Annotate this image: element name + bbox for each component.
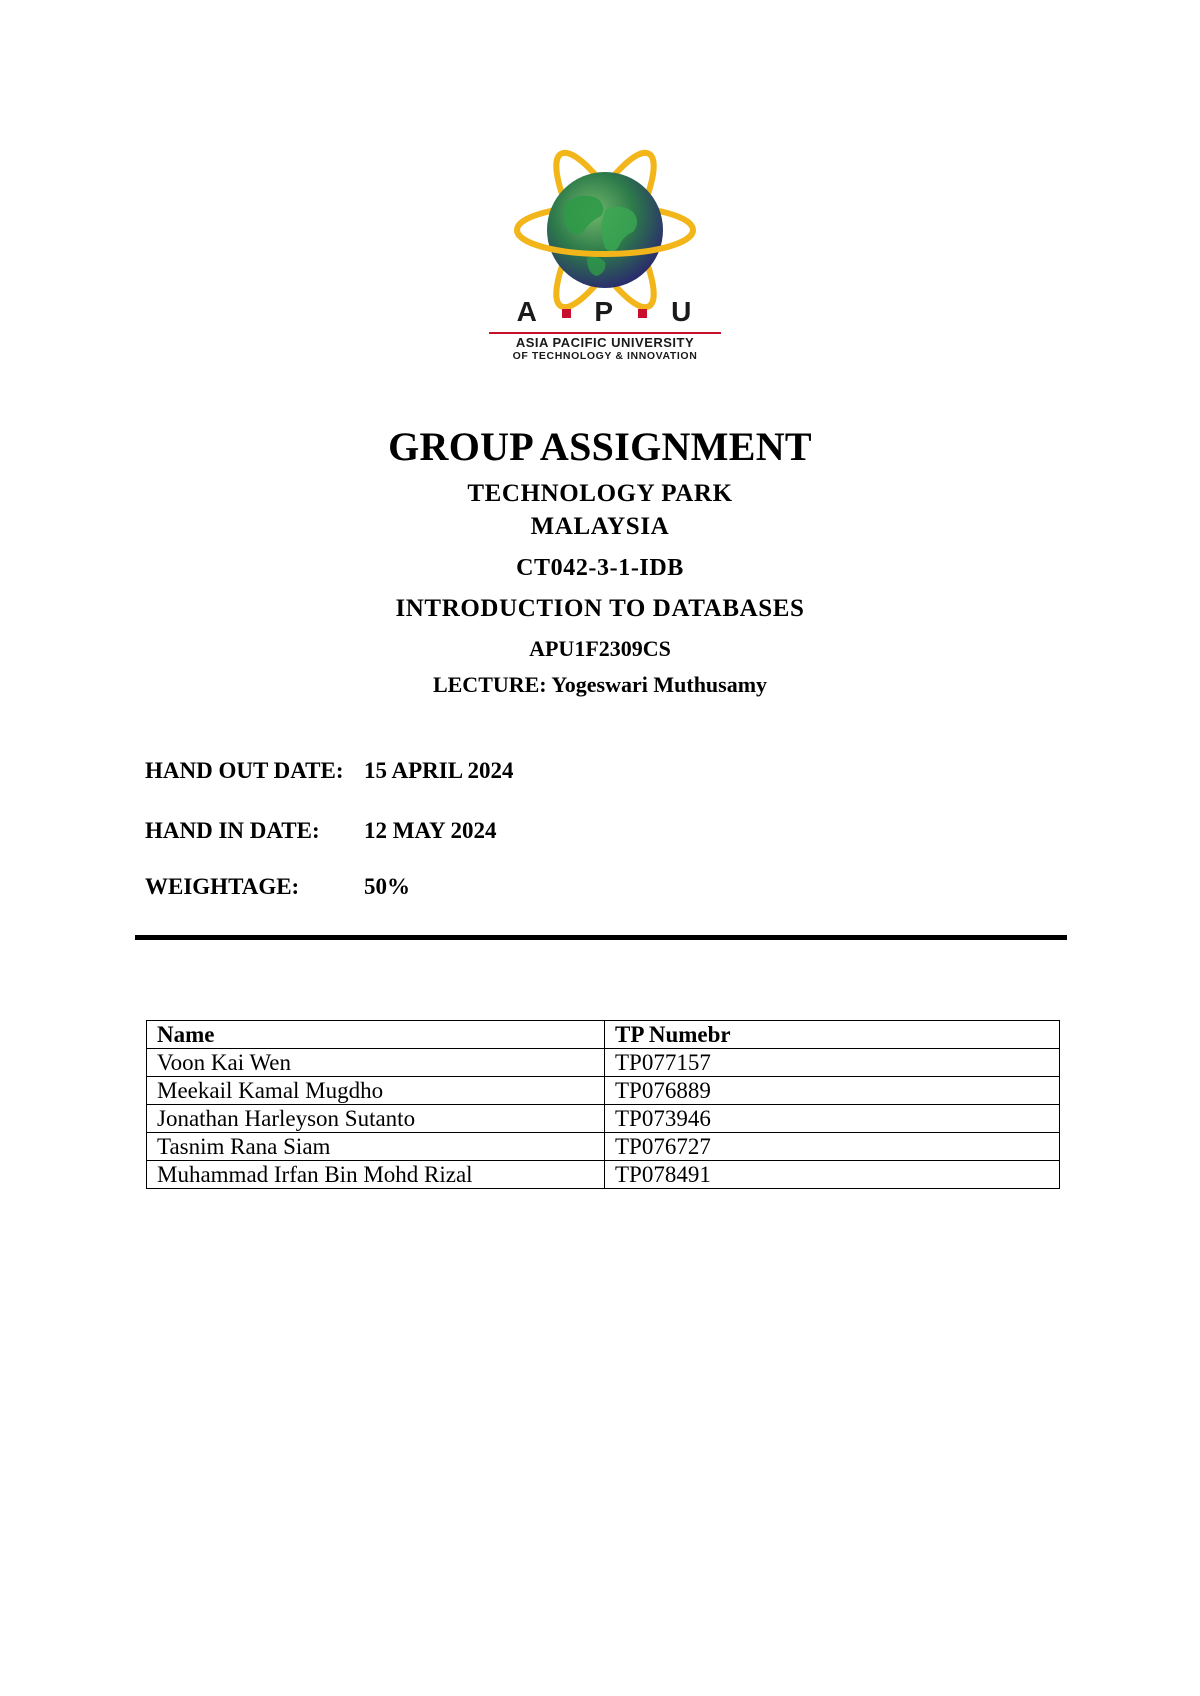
member-tp-number: TP076727 [605,1133,1060,1161]
campus-line-1: TECHNOLOGY PARK [467,480,733,507]
logo-rule [489,332,721,334]
hand-in-date-value: 12 MAY 2024 [364,818,497,843]
logo-letters [487,296,723,328]
table-row [147,1133,1060,1161]
logo-line-1: ASIA PACIFIC UNIVERSITY [515,335,695,350]
member-name: Muhammad Irfan Bin Mohd Rizal [147,1161,605,1189]
hand-out-date-value: 15 APRIL 2024 [364,758,514,783]
logo-university-name [487,336,723,362]
red-dot-icon [562,309,571,318]
table-row [147,1105,1060,1133]
member-name: Voon Kai Wen [147,1049,605,1077]
member-tp-number: TP078491 [605,1161,1060,1189]
member-tp-number: TP076889 [605,1077,1060,1105]
logo-letter-p: P [594,296,615,327]
page-title: GROUP ASSIGNMENT [388,424,812,469]
logo-line-2: OF TECHNOLOGY & INNOVATION [512,350,698,362]
member-tp-number: TP077157 [605,1049,1060,1077]
intake-code: APU1F2309CS [529,636,671,661]
module-name: INTRODUCTION TO DATABASES [395,595,805,622]
logo-letter-a: A [516,296,538,327]
table-row [147,1049,1060,1077]
campus-line-2: MALAYSIA [530,513,670,540]
table-header-row [147,1021,1060,1049]
tp-number-column-header: TP Numebr [605,1021,1060,1049]
member-tp-number: TP073946 [605,1105,1060,1133]
member-name: Tasnim Rana Siam [147,1133,605,1161]
member-name: Meekail Kamal Mugdho [147,1077,605,1105]
red-dot-icon [638,309,647,318]
table-row [147,1161,1060,1189]
university-logo [487,140,723,372]
name-column-header: Name [147,1021,605,1049]
lecturer-line: LECTURE: Yogeswari Muthusamy [432,672,768,697]
module-code: CT042-3-1-IDB [516,555,684,581]
hand-in-date-label: HAND IN DATE: [145,818,320,843]
logo-letter-u: U [671,296,694,327]
weightage-value: 50% [364,874,410,899]
section-divider [135,935,1067,940]
table-row [147,1077,1060,1105]
weightage-label: WEIGHTAGE: [145,874,300,899]
hand-out-date-label: HAND OUT DATE: [145,758,344,783]
group-members-table [146,1020,1060,1189]
member-name: Jonathan Harleyson Sutanto [147,1105,605,1133]
